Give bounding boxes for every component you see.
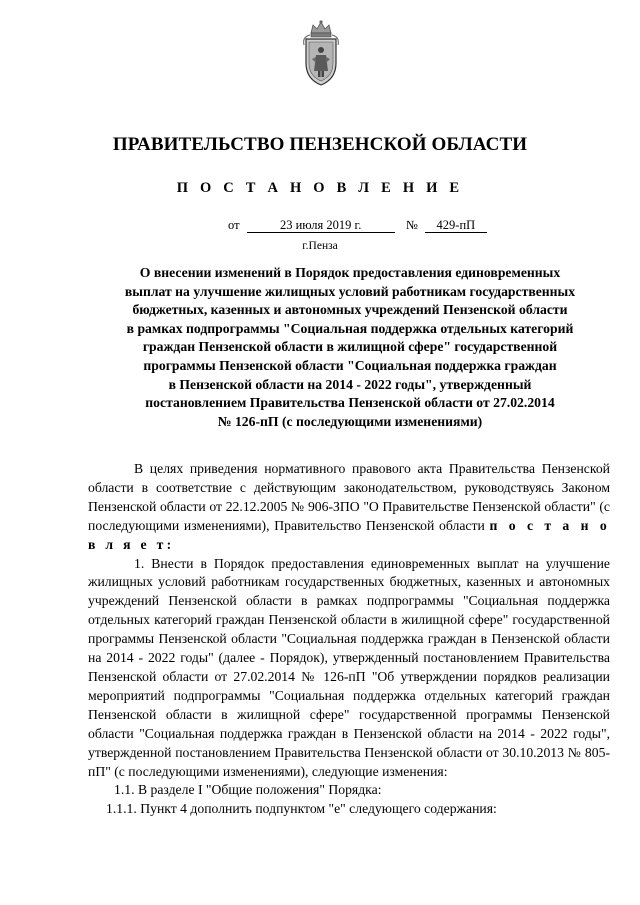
heading-line: программы Пензенской области "Социальная поддержка граждан bbox=[143, 357, 557, 373]
heading-line: постановлением Правительства Пензенской области от 27.02.2014 bbox=[145, 395, 555, 411]
government-title: ПРАВИТЕЛЬСТВО ПЕНЗЕНСКОЙ ОБЛАСТИ bbox=[112, 134, 528, 155]
document-body bbox=[88, 460, 610, 819]
resolves-word: п о с т а н о в л я е т: bbox=[88, 517, 610, 552]
document-number: 429-пП bbox=[425, 218, 487, 233]
heading-line: в рамках подпрограммы "Социальная поддержка отдельных категорий bbox=[126, 320, 574, 336]
preamble-text: В целях приведения нормативного правового акта Правительства Пензенской области в соответствие с действующим законодательством, руководствуясь Законом Пензенской области от 22.12.2005 № 906-ЗПО "О Правительстве Пензенской области" (с последующими изменениями), Правительство Пензенской области bbox=[88, 461, 610, 533]
item-1-1-paragraph: 1.1. В разделе I "Общие положения" Порядка: bbox=[114, 782, 382, 798]
coat-of-arms-icon bbox=[298, 19, 344, 87]
document-date: 23 июля 2019 г. bbox=[247, 218, 395, 233]
heading-line: О внесении изменений в Порядок предоставления единовременных bbox=[139, 265, 561, 280]
city-label: г.Пенза bbox=[302, 240, 338, 252]
number-label: № bbox=[405, 218, 418, 232]
heading-line: граждан Пензенской области в жилищной сфере" государственной bbox=[142, 339, 558, 355]
heading-line: № 126-пП (с последующими изменениями) bbox=[217, 413, 483, 429]
preamble-paragraph bbox=[88, 460, 610, 555]
item-1-1-1-paragraph: 1.1.1. Пункт 4 дополнить подпунктом "е" следующего содержания: bbox=[106, 801, 497, 817]
item-1-paragraph: 1. Внести в Порядок предоставления единовременных выплат на улучшение жилищных условий работникам государственных бюджетных, казенных и автономных учреждений Пензенской области в рамках подпрограммы "Социальная поддержка отдельных категорий граждан Пензенской области в жилищной сфере" государственной программы Пензенской области "Социальная поддержка граждан в Пензенской области на 2014 - 2022 годы" (далее - Порядок), утвержденный постановлением Правительства Пензенской области от 27.02.2014 № 126-пП "Об утверждении порядков реализации мероприятий подпрограммы "Социальная поддержка отдельных категорий граждан Пензенской области в жилищной сфере" государственной программы Пензенской области "Социальная поддержка граждан в Пензенской области на 2014 - 2022 годы", утвержденной постановлением Правительства Пензенской области от 30.10.2013 № 805-пП" (с последующими изменениями), следующие изменения: bbox=[88, 555, 610, 779]
document-type: П О С Т А Н О В Л Е Н И Е bbox=[176, 180, 464, 196]
document-heading bbox=[86, 264, 614, 431]
heading-line: бюджетных, казенных и автономных учреждений Пензенской области bbox=[132, 302, 568, 318]
document-date-number-row bbox=[228, 217, 487, 233]
heading-line: в Пензенской области на 2014 - 2022 годы", утвержденный bbox=[168, 376, 532, 392]
date-label: от bbox=[228, 218, 240, 232]
heading-line: выплат на улучшение жилищных условий работникам государственных bbox=[124, 283, 576, 299]
